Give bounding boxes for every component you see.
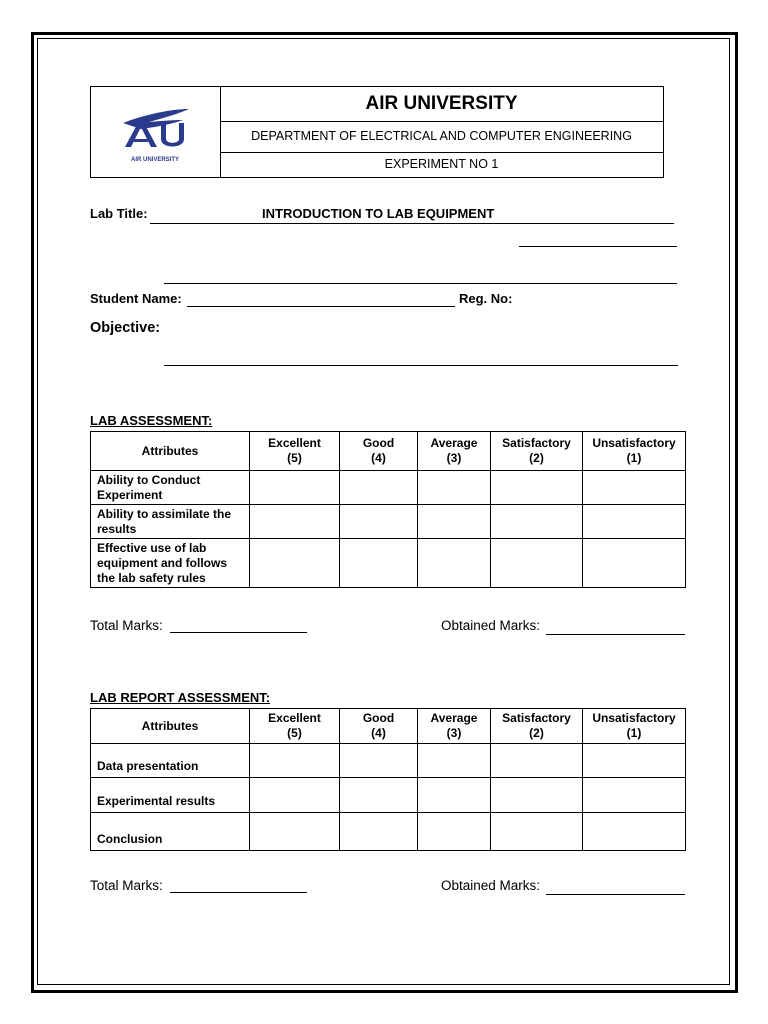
table-header-row: [91, 709, 686, 744]
table-row: [91, 778, 686, 813]
logo-cell: [91, 87, 221, 177]
column-header: Excellent (5): [250, 709, 340, 744]
obtained-marks-label: Obtained Marks:: [441, 618, 541, 633]
score-cell[interactable]: [583, 744, 686, 778]
lab-title-value: INTRODUCTION TO LAB EQUIPMENT: [262, 206, 495, 221]
total-marks-label: Total Marks:: [90, 878, 163, 893]
score-cell[interactable]: [250, 539, 340, 588]
score-cell[interactable]: [583, 471, 686, 505]
total-marks-field[interactable]: [170, 632, 307, 633]
score-cell[interactable]: [491, 505, 583, 539]
score-cell[interactable]: [583, 505, 686, 539]
score-cell[interactable]: [250, 778, 340, 813]
table-row: [91, 813, 686, 851]
table-row: [91, 539, 686, 588]
table-row: [91, 744, 686, 778]
column-header: Attributes: [91, 432, 250, 471]
column-header: Good (4): [340, 709, 418, 744]
column-header: Average (3): [418, 432, 491, 471]
score-cell[interactable]: [340, 813, 418, 851]
score-cell[interactable]: [418, 744, 491, 778]
table-row: [91, 505, 686, 539]
attribute-cell: Ability to assimilate the results: [91, 505, 250, 539]
column-header: Good (4): [340, 432, 418, 471]
score-cell[interactable]: [340, 539, 418, 588]
score-cell[interactable]: [418, 813, 491, 851]
score-cell[interactable]: [250, 471, 340, 505]
score-cell[interactable]: [491, 471, 583, 505]
score-cell[interactable]: [583, 778, 686, 813]
score-cell[interactable]: [250, 813, 340, 851]
objective-line[interactable]: [164, 365, 678, 366]
column-header: Excellent (5): [250, 432, 340, 471]
lab-title-line-2[interactable]: [519, 246, 677, 247]
air-university-logo-icon: [103, 101, 207, 165]
obtained-marks-label: Obtained Marks:: [441, 878, 541, 893]
score-cell[interactable]: [340, 778, 418, 813]
student-name-label: Student Name:: [90, 291, 182, 306]
score-cell[interactable]: [491, 744, 583, 778]
score-cell[interactable]: [340, 744, 418, 778]
lab-title-label: Lab Title:: [90, 206, 148, 221]
lab-assessment-table: [90, 431, 686, 588]
score-cell[interactable]: [418, 471, 491, 505]
lab-report-assessment-title: LAB REPORT ASSESSMENT:: [90, 690, 271, 705]
table-row: [91, 471, 686, 505]
score-cell[interactable]: [491, 813, 583, 851]
attribute-cell: Data presentation: [91, 744, 250, 778]
lab-report-assessment-table: [90, 708, 686, 851]
logo-caption: AIR UNIVERSITY: [130, 157, 180, 163]
score-cell[interactable]: [491, 778, 583, 813]
lab-title-line[interactable]: [150, 223, 674, 224]
student-name-field[interactable]: [187, 306, 455, 307]
lab-assessment-title: LAB ASSESSMENT:: [90, 413, 213, 428]
document-header: [90, 86, 664, 178]
score-cell[interactable]: [250, 744, 340, 778]
column-header: Unsatisfactory (1): [583, 709, 686, 744]
experiment-number: EXPERIMENT NO 1: [384, 157, 499, 171]
score-cell[interactable]: [418, 778, 491, 813]
column-header: Satisfactory (2): [491, 432, 583, 471]
column-header: Satisfactory (2): [491, 709, 583, 744]
score-cell[interactable]: [583, 813, 686, 851]
column-header: Attributes: [91, 709, 250, 744]
objective-label: Objective:: [90, 320, 161, 336]
score-cell[interactable]: [250, 505, 340, 539]
table-header-row: [91, 432, 686, 471]
score-cell[interactable]: [418, 539, 491, 588]
score-cell[interactable]: [491, 539, 583, 588]
score-cell[interactable]: [583, 539, 686, 588]
score-cell[interactable]: [340, 505, 418, 539]
score-cell[interactable]: [340, 471, 418, 505]
attribute-cell: Ability to Conduct Experiment: [91, 471, 250, 505]
attribute-cell: Conclusion: [91, 813, 250, 851]
total-marks-label: Total Marks:: [90, 618, 163, 633]
attribute-cell: Experimental results: [91, 778, 250, 813]
column-header: Average (3): [418, 709, 491, 744]
university-name: AIR UNIVERSITY: [220, 87, 663, 122]
column-header: Unsatisfactory (1): [583, 432, 686, 471]
total-marks-field[interactable]: [170, 892, 307, 893]
attribute-cell: Effective use of lab equipment and follows the lab safety rules: [91, 539, 250, 588]
score-cell[interactable]: [418, 505, 491, 539]
obtained-marks-field[interactable]: [546, 894, 685, 895]
lab-title-line-3[interactable]: [164, 283, 677, 284]
reg-no-label: Reg. No:: [459, 291, 513, 306]
obtained-marks-field[interactable]: [546, 634, 685, 635]
department-name: DEPARTMENT OF ELECTRICAL AND COMPUTER ENGINEERING: [220, 121, 663, 153]
